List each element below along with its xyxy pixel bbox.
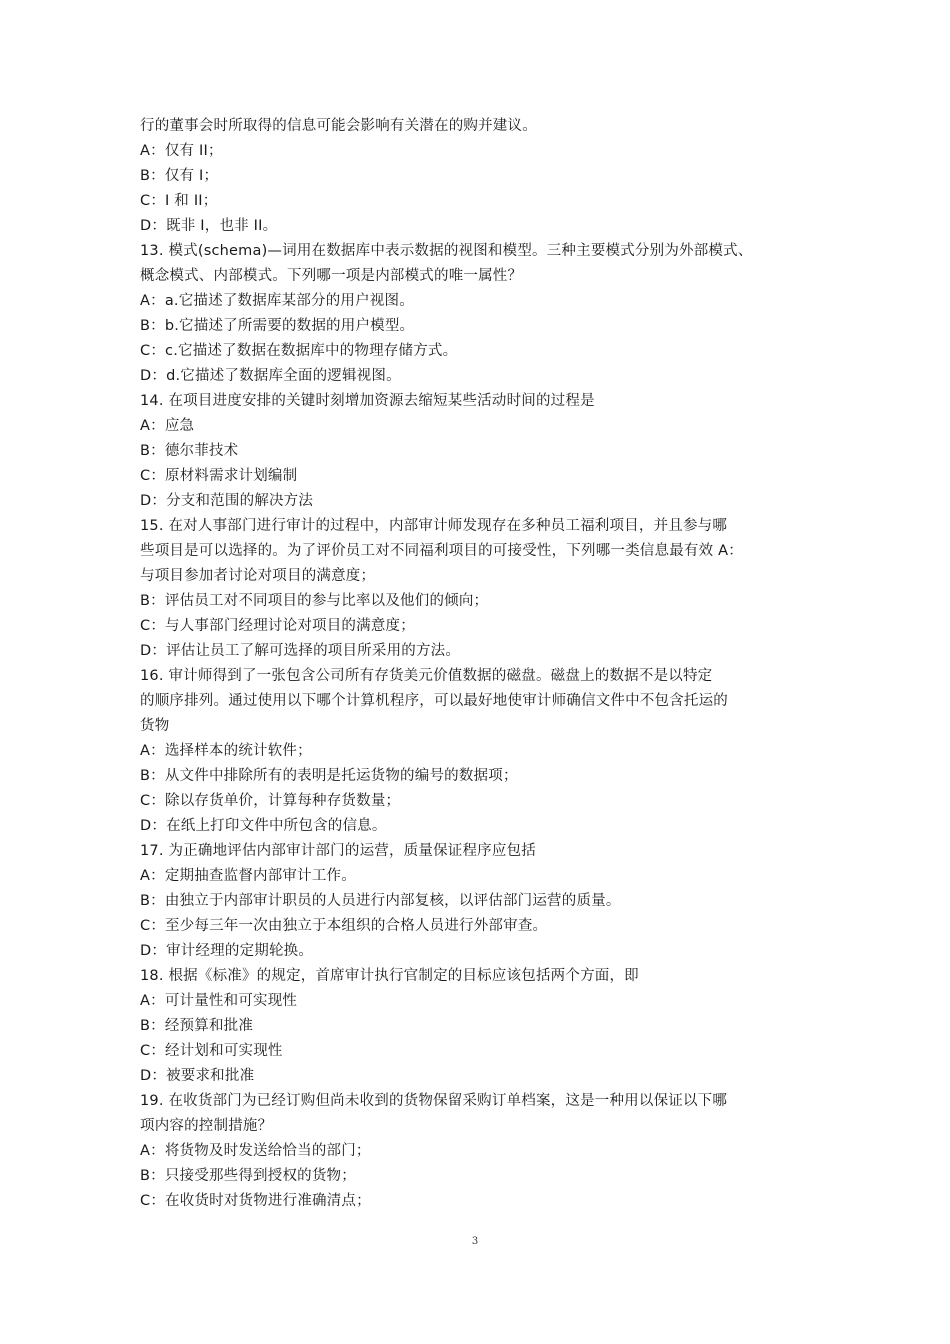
text-line: 概念模式、内部模式。下列哪一项是内部模式的唯一属性？	[140, 268, 523, 284]
text-line: B：经预算和批准	[140, 1018, 254, 1034]
text-line: D：d.它描述了数据库全面的逻辑视图。	[140, 368, 401, 384]
text-line: D：被要求和批准	[140, 1068, 255, 1084]
text-line: A：将货物及时发送给恰当的部门；	[140, 1143, 371, 1159]
text-line: 15. 在对人事部门进行审计的过程中，内部审计师发现存在多种员工福利项目，并且参与哪	[140, 518, 728, 534]
text-line: D：在纸上打印文件中所包含的信息。	[140, 818, 387, 834]
text-line: D：分支和范围的解决方法	[140, 493, 314, 509]
text-line: 13. 模式(schema)—词用在数据库中表示数据的视图和模型。三种主要模式分别为外部模式、	[140, 243, 753, 259]
text-line: B：由独立于内部审计职员的人员进行内部复核，以评估部门运营的质量。	[140, 893, 621, 909]
text-line: C：原材料需求计划编制	[140, 468, 298, 484]
text-line: 18. 根据《标准》的规定，首席审计执行官制定的目标应该包括两个方面，即	[140, 968, 639, 984]
text-line: C：I 和 II；	[140, 193, 218, 209]
text-line: C：c.它描述了数据在数据库中的物理存储方式。	[140, 343, 458, 359]
text-line: C：至少每三年一次由独立于本组织的合格人员进行外部审查。	[140, 918, 548, 934]
text-line: D：评估让员工了解可选择的项目所采用的方法。	[140, 643, 461, 659]
text-line: D：审计经理的定期轮换。	[140, 943, 314, 959]
text-line: 货物	[140, 718, 170, 734]
text-line: A：可计量性和可实现性	[140, 993, 298, 1009]
text-line: C：除以存货单价，计算每种存货数量；	[140, 793, 401, 809]
text-line: 项内容的控制措施？	[140, 1118, 273, 1134]
text-line: A：应急	[140, 418, 195, 434]
page-number: 3	[471, 1236, 479, 1247]
text-line: B：只接受那些得到授权的货物；	[140, 1168, 356, 1184]
text-line: A：定期抽查监督内部审计工作。	[140, 868, 356, 884]
text-line: 17. 为正确地评估内部审计部门的运营，质量保证程序应包括	[140, 843, 536, 859]
text-line: 些项目是可以选择的。为了评价员工对不同福利项目的可接受性，下列哪一类信息最有效 A：	[140, 543, 743, 559]
text-line: A：a.它描述了数据库某部分的用户视图。	[140, 293, 414, 309]
text-line: B：德尔菲技术	[140, 443, 239, 459]
document-body	[140, 114, 830, 1214]
text-line: B：评估员工对不同项目的参与比率以及他们的倾向；	[140, 593, 489, 609]
text-line: 与项目参加者讨论对项目的满意度；	[140, 568, 376, 584]
text-line: B：从文件中排除所有的表明是托运货物的编号的数据项；	[140, 768, 518, 784]
text-line: B：b.它描述了所需要的数据的用户模型。	[140, 318, 415, 334]
text-line: A：选择样本的统计软件；	[140, 743, 312, 759]
text-line: B：仅有 I；	[140, 168, 219, 184]
text-line: 14. 在项目进度安排的关键时刻增加资源去缩短某些活动时间的过程是	[140, 393, 595, 409]
text-line: 16. 审计师得到了一张包含公司所有存货美元价值数据的磁盘。磁盘上的数据不是以特定	[140, 668, 713, 684]
text-line: C：经计划和可实现性	[140, 1043, 283, 1059]
text-line: C：在收货时对货物进行准确清点；	[140, 1193, 371, 1209]
text-line: D：既非 I，也非 II。	[140, 218, 278, 234]
text-line: 行的董事会时所取得的信息可能会影响有关潜在的购并建议。	[140, 118, 537, 134]
text-line: A：仅有 II；	[140, 143, 223, 159]
text-line: C：与人事部门经理讨论对项目的满意度；	[140, 618, 415, 634]
text-line: 19. 在收货部门为已经订购但尚未收到的货物保留采购订单档案，这是一种用以保证以下哪	[140, 1093, 728, 1109]
text-line: 的顺序排列。通过使用以下哪个计算机程序，可以最好地使审计师确信文件中不包含托运的	[140, 693, 728, 709]
